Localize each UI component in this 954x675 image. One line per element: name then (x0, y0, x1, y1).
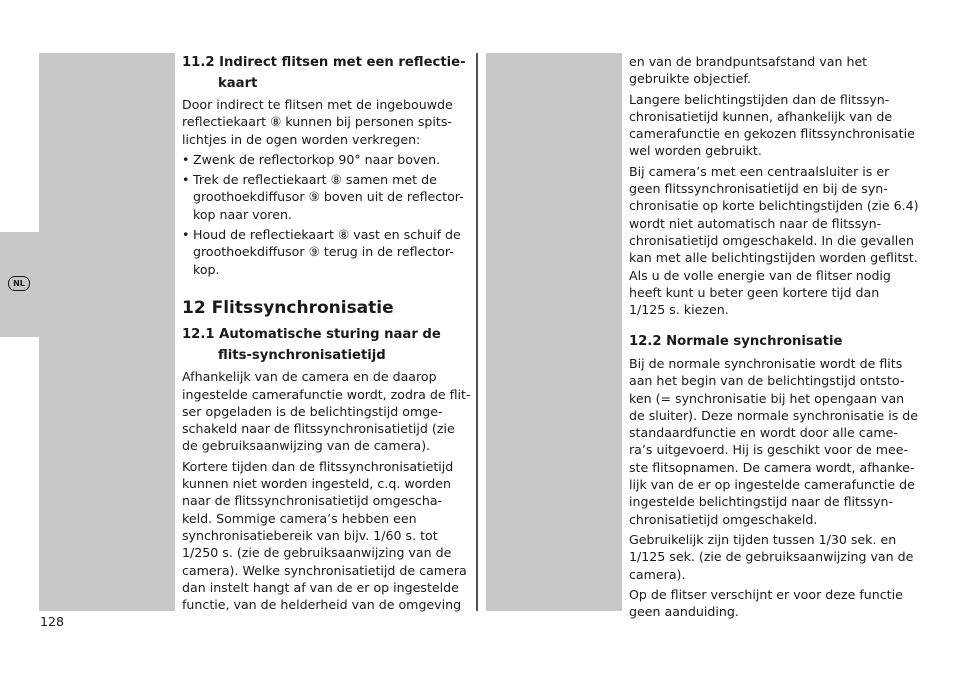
right-margin-band (486, 53, 622, 611)
paragraph: Afhankelijk van de camera en de daarop ingestelde camerafunctie wordt, zodra de flit-ser opgeladen is de belichtingstijd omge-schakeld naar de flitssynchronisatietijd (zie de gebruiksaanwijzing van de camera). (182, 369, 471, 454)
paragraph: Langere belichtingstijden dan de flitssyn-chronisatietijd kunnen, afhankelijk van de camerafunctie en gekozen flitssynchronisatie wel worden gebruikt. (629, 91, 915, 159)
section-heading-11-2: 11.2 Indirect flitsen met een reflectie-kaart (182, 55, 466, 91)
bullet-list (182, 151, 472, 278)
right-text-column (629, 53, 919, 623)
list-item: • Trek de reflectiekaart ⑧ samen met de groothoekdiffusor ⑨ boven uit de reflector-kop naar voren. (182, 171, 472, 223)
paragraph: Gebruikelijk zijn tijden tussen 1/30 sek. en 1/125 sek. (zie de gebruiksaanwijzing van de camera). (629, 531, 914, 582)
section-heading-12-2: 12.2 Normale synchronisatie (629, 334, 843, 350)
page-number: 128 (40, 614, 65, 629)
paragraph: Op de flitser verschijnt er voor deze functie geen aanduiding. (629, 586, 903, 620)
section-heading-12-1: 12.1 Automatische sturing naar de flits-synchronisatietijd (182, 327, 441, 363)
paragraph: Bij camera’s met een centraalsluiter is er geen flitssynchronisatietijd en bij de syn-chronisatie op korte belichtingstijden (zie 6.4) wordt niet automatisch naar de flitssyn-chronisatietijd omgeschakeld. In die gevallen kan met alle belichtingstijden worden geflitst. Als u de volle energie van de flitser nodig heeft kunt u beter geen kortere tijd dan 1/125 s. kiezen. (629, 163, 919, 318)
paragraph: en van de brandpuntsafstand van het gebruikte objectief. (629, 54, 868, 87)
left-margin-band (39, 53, 175, 611)
column-divider (476, 53, 478, 611)
paragraph: Door indirect te flitsen met de ingebouwde reflectiekaart ⑧ kunnen bij personen spits-lichtjes in de ogen worden verkregen: (182, 97, 453, 147)
paragraph: Kortere tijden dan de flitssynchronisatietijd kunnen niet worden ingesteld, c.q. worden naar de flitssynchronisatietijd omgescha-keld. Sommige camera’s hebben een synchronisatiebereik van bijv. 1/60 s. tot 1/250 s. (zie de gebruiksaanwijzing van de camera). Welke synchronisatietijd de camera dan instelt hangt af van de er op ingestelde functie, van de helderheid van de omgeving (182, 458, 467, 613)
left-text-column (182, 53, 472, 616)
list-item: • Zwenk de reflectorkop 90° naar boven. (182, 151, 472, 168)
list-item: • Houd de reflectiekaart ⑧ vast en schuif de groothoekdiffusor ⑨ terug in de reflector-kop. (182, 226, 472, 278)
language-badge: NL (8, 276, 30, 291)
chapter-heading-12: 12 Flitssynchronisatie (182, 297, 394, 318)
paragraph: Bij de normale synchronisatie wordt de flits aan het begin van de belichtingstijd ontsto-ken (= synchronisatie bij het opengaan van de sluiter). Deze normale synchronisatie is de standaardfunctie en wordt door alle came-ra’s uitgevoerd. Hij is geschikt voor de mee-ste flitsopnamen. De camera wordt, afhanke-lijk van de er op ingestelde camerafunctie de ingestelde belichtingstijd naar de flitssyn-chronisatietijd omgeschakeld. (629, 355, 919, 527)
